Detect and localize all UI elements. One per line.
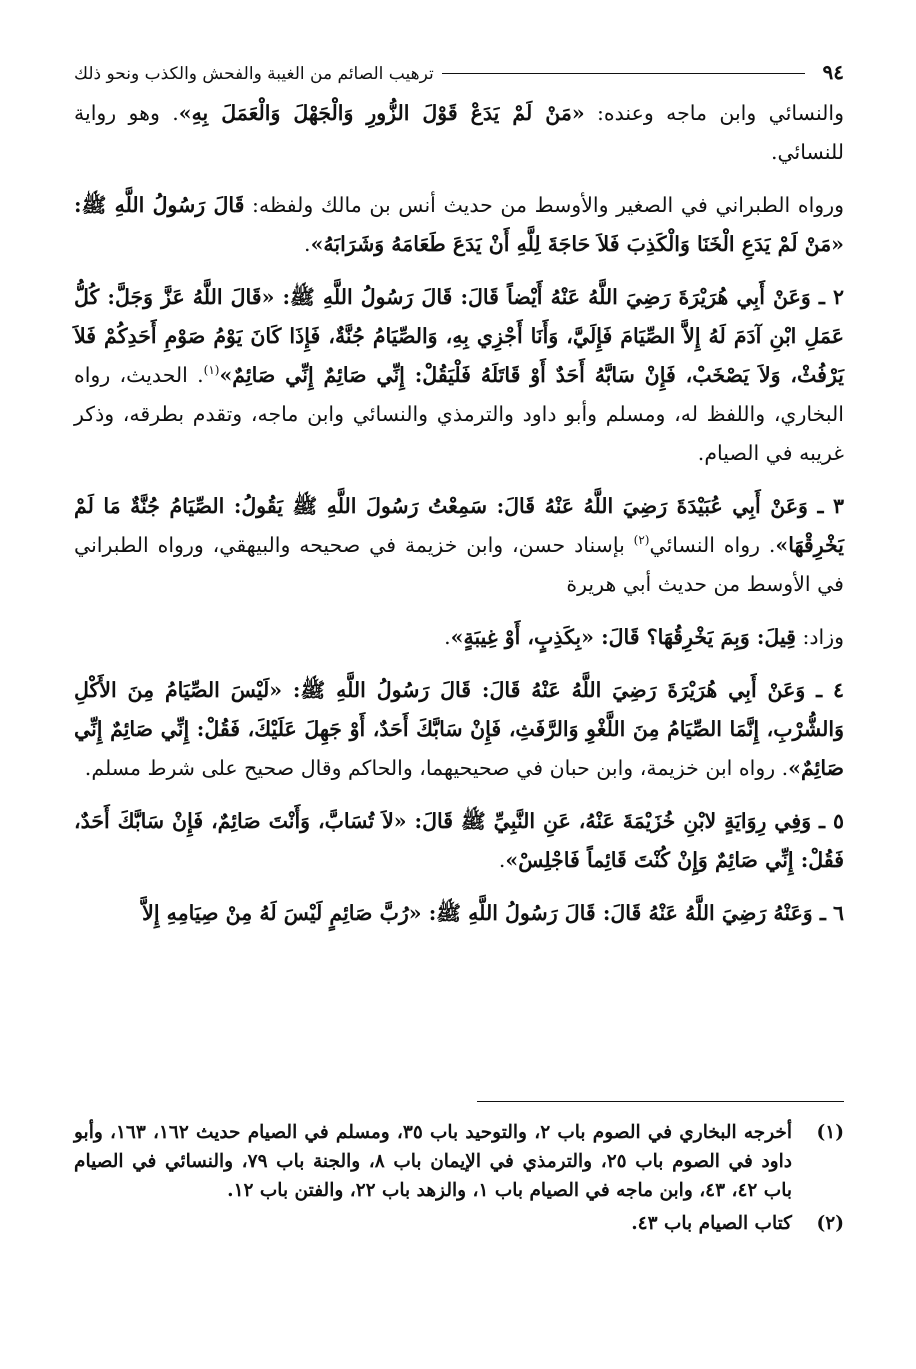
paragraph [74, 894, 844, 933]
paragraph [74, 671, 844, 788]
hadith-number: ٤ ـ [805, 678, 844, 702]
narration-text: والنسائي وابن ماجه وعنده: [584, 101, 844, 125]
footnote-ref: (١) [203, 363, 220, 378]
narration-text: . [498, 848, 506, 872]
narration-text: . [444, 625, 451, 649]
footnote-ref: (٢) [633, 533, 650, 548]
paragraph [74, 618, 844, 657]
main-text [74, 94, 844, 933]
narration-text: بإسناد حسن، وابن خزيمة في صحيحه والبيهقي، ورواه الطبراني في الأوسط من حديث أبي هريرة [74, 533, 844, 596]
paragraph [74, 487, 844, 604]
footnote-mark: (١) [816, 1122, 844, 1143]
hadith-number: ٣ ـ [807, 494, 844, 518]
hadith-quote: وَعَنْ أَبِي عُبَيْدَةَ رَضِيَ اللَّهُ عَنْهُ قَالَ: سَمِعْتُ رَسُولَ اللَّهِ ﷺ يَقُولُ: الصِّيَامُ جُنَّةٌ مَا لَمْ يَخْرِقْهَا» [74, 494, 844, 557]
page-number: ٩٤ [822, 60, 844, 84]
footnote-divider [477, 1101, 844, 1102]
running-title: ترهيب الصائم من الغيبة والفحش والكذب ونحو ذلك [74, 64, 434, 84]
hadith-quote: وَفِي رِوَايَةٍ لابْنِ خُزَيْمَةَ عَنْهُ، عَنِ النَّبِيِّ ﷺ قَالَ: «لاَ تُسَابَّ، وَأَنْتَ صَائِمٌ، فَإِنْ سَابَّكَ أَحَدٌ، فَقُلْ: إِنِّي صَائِمٌ وَإِنْ كُنْتَ قَائِماً فَاجْلِسْ» [74, 809, 844, 872]
hadith-quote: قَالَ رَسُولُ اللَّهِ ﷺ: «مَنْ لَمْ يَدَعِ الْخَنَا وَالْكَذِبَ فَلاَ حَاجَةَ لِلَّهِ أَنْ يَدَعَ طَعَامَهُ وَشَرَابَهُ» [74, 193, 844, 256]
header-rule [442, 73, 805, 74]
footnotes [74, 1118, 844, 1242]
narration-text: ورواه الطبراني في الصغير والأوسط من حديث أنس بن مالك ولفظه: [244, 193, 844, 217]
paragraph [74, 94, 844, 172]
narration-text: . [304, 232, 311, 256]
hadith-number: ٥ ـ [811, 809, 844, 833]
hadith-quote: وَعَنْ أَبِي هُرَيْرَةَ رَضِيَ اللَّهُ عَنْهُ قَالَ: قَالَ رَسُولُ اللَّهِ ﷺ: «لَيْسَ الصِّيَامُ مِنَ الأَكْلِ وَالشُّرْبِ، إِنَّمَا الصِّيَامُ مِنَ اللَّغْوِ وَالرَّفَثِ، فَإِنْ سَابَّكَ أَحَدٌ، أَوْ جَهِلَ عَلَيْكَ، فَقُلْ: إِنِّي صَائِمٌ إِنِّي صَائِمٌ» [74, 678, 844, 780]
paragraph [74, 186, 844, 264]
narration-text: . وهو رواية للنسائي. [74, 101, 844, 164]
narration-text: . رواه النسائي [649, 533, 776, 557]
narration-text: . الحديث، رواه البخاري، واللفظ له، ومسلم وأبو داود والترمذي والنسائي وابن ماجه، وتقدم بطرقه، وذكر غريبه في الصيام. [74, 363, 844, 465]
footnote-text: أخرجه البخاري في الصوم باب ٢، والتوحيد باب ٣٥، ومسلم في الصيام حديث ١٦٢، ١٦٣، وأبو داود في الصوم باب ٢٥، والترمذي في الإيمان باب ٨، والجنة باب ٧٩، والنسائي في الصيام باب ٤٢، ٤٣، وابن ماجه في الصيام باب ١، والزهد باب ٢٢، والفتن باب ١٢. [74, 1122, 793, 1201]
hadith-number: ٦ ـ [812, 901, 844, 925]
hadith-quote: وَعَنْ أَبِي هُرَيْرَةَ رَضِيَ اللَّهُ عَنْهُ أَيْضاً قَالَ: قَالَ رَسُولُ اللَّهِ ﷺ: «قَالَ اللَّهُ عَزَّ وَجَلَّ: كُلُّ عَمَلِ ابْنِ آدَمَ لَهُ إِلاَّ الصِّيَامَ فَإِلَيَّ، وَأَنَا أَجْزِي بِهِ، وَالصِّيَامُ جُنَّةٌ، فَإِذَا كَانَ يَوْمُ صَوْمِ أَحَدِكُمْ فَلاَ يَرْفُثْ، وَلاَ يَصْخَبْ، فَإِنْ سَابَّهُ أَحَدٌ أَوْ قَاتَلَهُ فَلْيَقُلْ: إِنِّي صَائِمٌ إِنِّي صَائِمٌ» [74, 285, 844, 387]
footnote-mark: (٢) [816, 1213, 844, 1234]
footnote [74, 1209, 844, 1238]
hadith-number: ٢ ـ [810, 285, 844, 309]
running-header [74, 60, 844, 94]
narration-text: وزاد: [795, 625, 844, 649]
footnote-text: كتاب الصيام باب ٤٣. [631, 1213, 792, 1234]
hadith-quote: وَعَنْهُ رَضِيَ اللَّهُ عَنْهُ قَالَ: قَالَ رَسُولُ اللَّهِ ﷺ: «رُبَّ صَائِمٍ لَيْسَ لَهُ مِنْ صِيَامِهِ إِلاَّ [142, 901, 813, 925]
narration-text: . رواه ابن خزيمة، وابن حبان في صحيحيهما، والحاكم وقال صحيح على شرط مسلم. [84, 756, 789, 780]
hadith-quote: قِيلَ: وَبِمَ يَخْرِقُهَا؟ قَالَ: «بِكَذِبٍ، أَوْ غِيبَةٍ» [450, 625, 796, 649]
paragraph [74, 802, 844, 880]
footnote [74, 1118, 844, 1205]
hadith-quote: «مَنْ لَمْ يَدَعْ قَوْلَ الزُّورِ وَالْجَهْلَ وَالْعَمَلَ بِهِ» [178, 101, 585, 125]
paragraph [74, 278, 844, 473]
